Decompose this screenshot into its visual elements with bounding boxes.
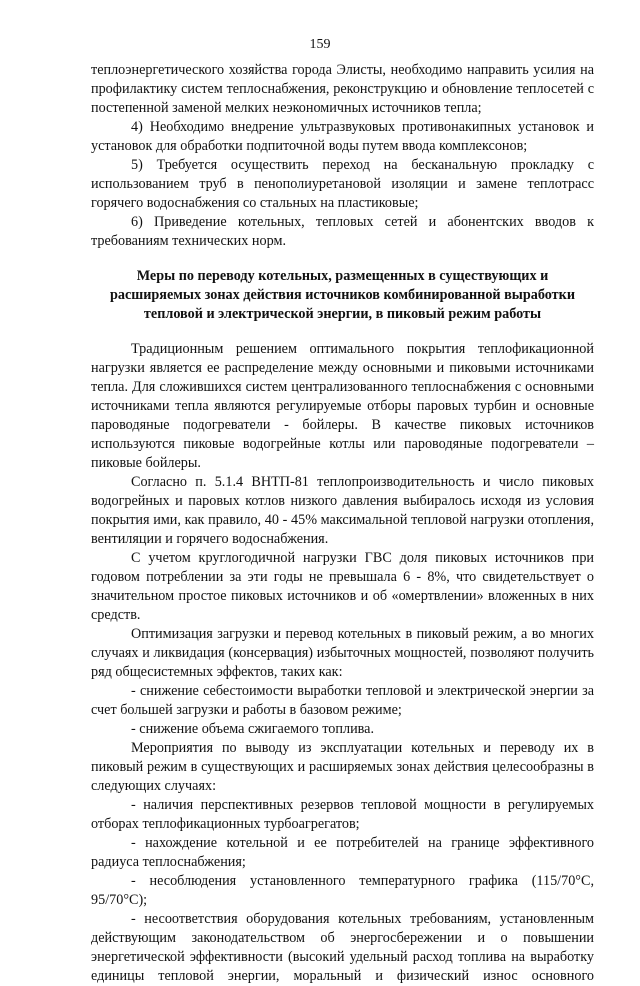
bullet-item: - наличия перспективных резервов тепловой мощности в регулируемых отборах теплофикационных турбоагрегатов; — [91, 797, 594, 832]
body-paragraph: Традиционным решением оптимального покрытия теплофикационной нагрузки является ее распределение между основными и пиковыми источниками тепла. Для сложившихся систем централизованного теплоснабжения с основными источниками тепла являются регулируемые отборы паровых турбин и основные пароводяные подогреватели - бойлеры. В качестве пиковых источников используются пиковые водогрейные котлы или пароводяные подогреватели – пиковые бойлеры. — [91, 341, 594, 471]
body-paragraph: Оптимизация загрузки и перевод котельных в пиковый режим, а во многих случаях и ликвидация (консервация) избыточных мощностей, позволяют получить ряд общесистемных эффектов, таких как: — [91, 626, 594, 680]
body-paragraph: Мероприятия по выводу из эксплуатации котельных и переводу их в пиковый режим в существующих и расширяемых зонах действия целесообразны в следующих случаях: — [91, 740, 594, 794]
list-item-5: 5) Требуется осуществить переход на бесканальную прокладку с использованием труб в пенополиуретановой изоляции и замене теплотрасс горячего водоснабжения со стальных на пластиковые; — [91, 157, 594, 211]
list-item-6: 6) Приведение котельных, тепловых сетей и абонентских вводов к требованиям технических норм. — [91, 214, 594, 249]
bullet-item: - снижение объема сжигаемого топлива. — [131, 721, 375, 737]
page-content — [91, 61, 594, 986]
paragraph-continuation: теплоэнергетического хозяйства города Элисты, необходимо направить усилия на профилактику систем теплоснабжения, реконструкцию и обновление теплосетей с постепенной заменой мелких неэкономичных источников тепла; — [91, 62, 594, 116]
section-heading: Меры по переводу котельных, размещенных в существующих и расширяемых зонах действия источников комбинированной выработки тепловой и электрической энергии, в пиковый режим работы — [109, 268, 576, 322]
list-item-4: 4) Необходимо внедрение ультразвуковых противонакипных установок и установок для обработки подпиточной воды путем ввода комплексонов; — [91, 119, 594, 154]
page-number: 159 — [309, 37, 331, 52]
bullet-item: - снижение себестоимости выработки тепловой и электрической энергии за счет большей загрузки и работы в базовом режиме; — [91, 683, 594, 718]
bullet-item: - нахождение котельной и ее потребителей на границе эффективного радиуса теплоснабжения; — [91, 835, 594, 870]
body-paragraph: С учетом круглогодичной нагрузки ГВС доля пиковых источников при годовом потреблении за эти годы не превышала 6 - 8%, что свидетельствует о значительном простое пиковых источников и об «омертвлении» вложенных в них средств. — [91, 550, 594, 623]
bullet-item: - несоблюдения установленного температурного графика (115/70°С, 95/70°С); — [91, 873, 594, 908]
bullet-item: - несоответствия оборудования котельных требованиям, установленным действующим законодательством об энергосбережении и о повышении энергетической эффективности (высокий удельный расход топлива на выработку единицы тепловой энергии, моральный и физический износ основного — [91, 911, 594, 984]
body-paragraph: Согласно п. 5.1.4 ВНТП-81 теплопроизводительность и число пиковых водогрейных и паровых котлов низкого давления выбиралось исходя из условия покрытия ими, как правило, 40 - 45% максимальной тепловой нагрузки отопления, вентиляции и горячего водоснабжения. — [91, 474, 594, 547]
